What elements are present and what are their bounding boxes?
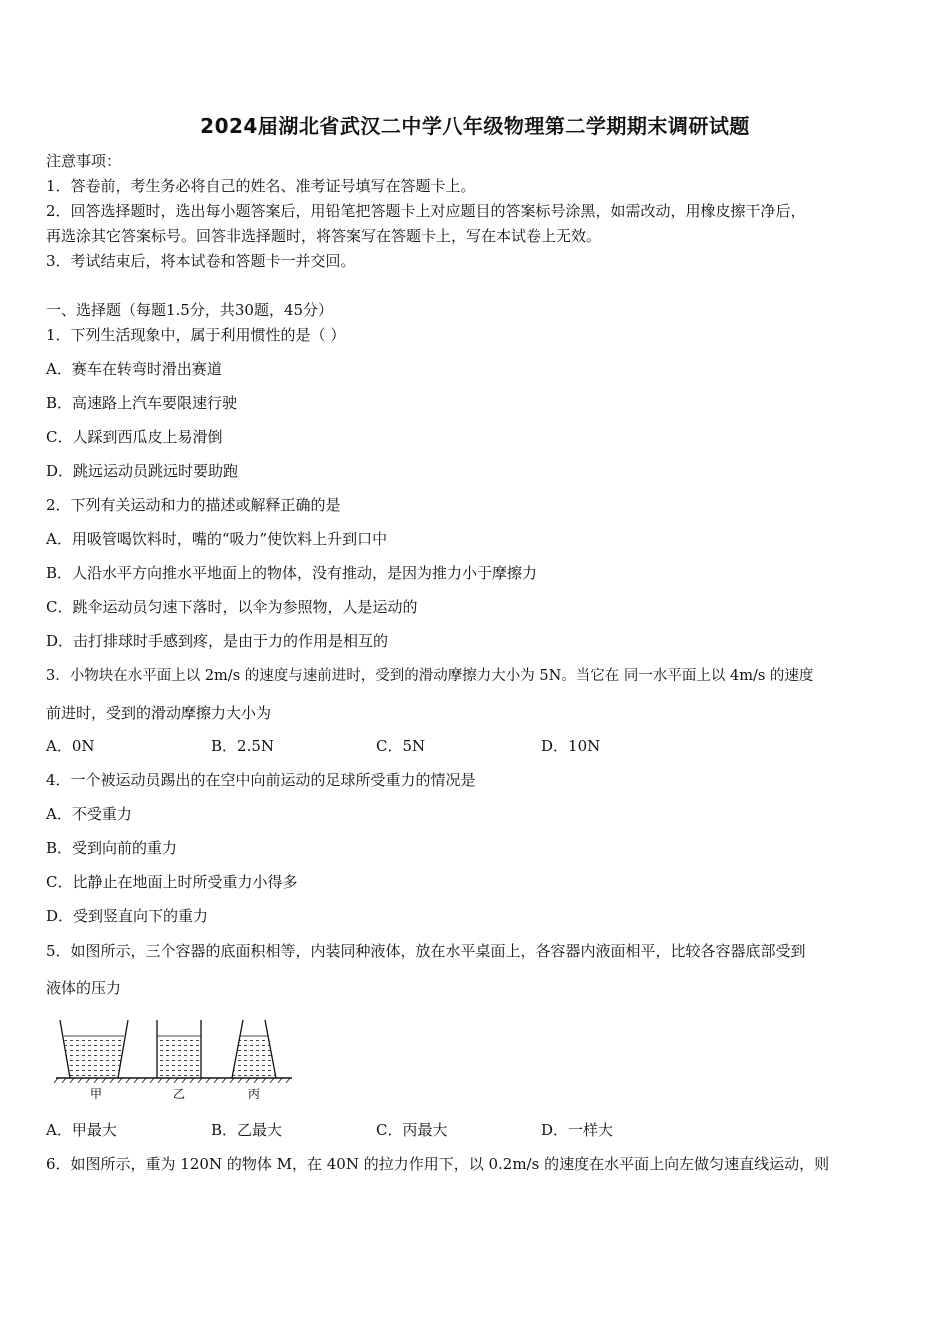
page-title: 2024届湖北省武汉二中学八年级物理第二学期期末调研试题 <box>200 114 750 138</box>
question-1-stem: 1．下列生活现象中，属于利用惯性的是（ ） <box>46 326 346 344</box>
question-2-option-b: B．人沿水平方向推水平地面上的物体，没有推动，是因为推力小于摩擦力 <box>46 564 538 582</box>
question-5-option-b: B．乙最大 <box>211 1121 283 1139</box>
containers-figure <box>52 1018 302 1108</box>
question-1-option-d: D．跳远运动员跳远时要助跑 <box>46 462 239 480</box>
question-5-option-d: D．一样大 <box>541 1121 614 1139</box>
question-1-option-c: C．人踩到西瓜皮上易滑倒 <box>46 428 223 446</box>
question-3-option-a: A．0N <box>46 737 95 755</box>
question-5-option-a: A．甲最大 <box>46 1121 117 1139</box>
question-2-option-d: D．击打排球时手感到疼，是由于力的作用是相互的 <box>46 632 389 650</box>
question-6-stem: 6．如图所示，重为 120N 的物体 M，在 40N 的拉力作用下，以 0.2m/s 的速度在水平面上向左做匀速直线运动，则 <box>46 1155 830 1173</box>
question-1-option-a: A．赛车在转弯时滑出赛道 <box>46 360 222 378</box>
question-4-option-a: A．不受重力 <box>46 805 132 823</box>
question-3-stem-cont: 前进时，受到的滑动摩擦力大小为 <box>46 704 272 722</box>
containers-diagram <box>52 1018 302 1104</box>
figure-label-jia: 甲 <box>90 1087 103 1101</box>
notice-item-1: 1．答卷前，考生务必将自己的姓名、准考证号填写在答题卡上。 <box>46 177 476 195</box>
question-4-option-c: C．比静止在地面上时所受重力小得多 <box>46 873 298 891</box>
question-3-option-b: B．2.5N <box>211 737 275 755</box>
notice-item-3: 3．考试结束后，将本试卷和答题卡一并交回。 <box>46 252 356 270</box>
question-2-option-c: C．跳伞运动员匀速下落时，以伞为参照物，人是运动的 <box>46 598 418 616</box>
notice-heading: 注意事项： <box>46 152 122 170</box>
question-5-option-c: C．丙最大 <box>376 1121 448 1139</box>
question-3-stem: 3．小物块在水平面上以 2m/s 的速度与速前进时，受到的滑动摩擦力大小为 5N。当它在 同一水平面上以 4m/s 的速度 <box>46 668 814 684</box>
figure-label-bing: 丙 <box>248 1087 261 1101</box>
question-5-stem: 5．如图所示，三个容器的底面积相等，内装同种液体，放在水平桌面上，各容器内液面相平，比较各容器底部受到 <box>46 942 806 960</box>
figure-label-yi: 乙 <box>173 1087 186 1101</box>
question-3-option-c: C．5N <box>376 737 426 755</box>
section-heading: 一、选择题（每题1.5分，共30题，45分） <box>46 301 334 319</box>
question-1-option-b: B．高速路上汽车要限速行驶 <box>46 394 238 412</box>
question-5-stem-cont: 液体的压力 <box>46 979 122 997</box>
notice-item-2: 2．回答选择题时，选出每小题答案后，用铅笔把答题卡上对应题目的答案标号涂黑，如需改动，用橡皮擦干净后， <box>46 202 806 220</box>
question-4-option-b: B．受到向前的重力 <box>46 839 178 857</box>
notice-item-2-cont: 再选涂其它答案标号。回答非选择题时，将答案写在答题卡上，写在本试卷上无效。 <box>46 227 602 245</box>
question-4-stem: 4．一个被运动员踢出的在空中向前运动的足球所受重力的情况是 <box>46 771 476 789</box>
question-3-option-d: D．10N <box>541 737 601 755</box>
question-2-option-a: A．用吸管喝饮料时，嘴的“吸力”使饮料上升到口中 <box>46 530 388 548</box>
question-4-option-d: D．受到竖直向下的重力 <box>46 907 209 925</box>
question-2-stem: 2．下列有关运动和力的描述或解释正确的是 <box>46 496 341 514</box>
